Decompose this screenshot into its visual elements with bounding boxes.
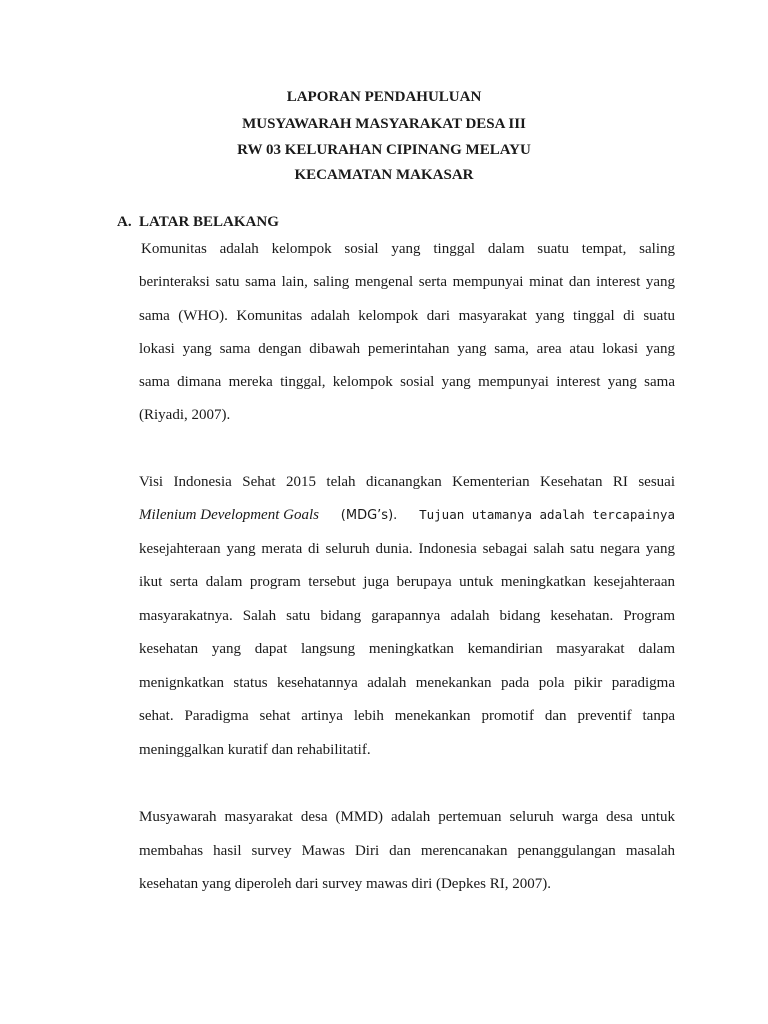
paragraph-2-line-3: kesejahteraan yang merata di seluruh dunia. Indonesia sebagai salah satu negara yang (139, 541, 675, 557)
section-title: LATAR BELAKANG (139, 214, 279, 230)
paragraph-2-line-9: meninggalkan kuratif dan rehabilitatif. (139, 742, 371, 758)
paragraph-1-line-3: sama (WHO). Komunitas adalah kelompok dari masyarakat yang tinggal di suatu (139, 308, 675, 324)
paragraph-2-line-4: ikut serta dalam program tersebut juga berupaya untuk meningkatkan kesejahteraan (139, 574, 675, 590)
section-heading (117, 212, 279, 232)
paragraph-2-line-5: masyarakatnya. Salah satu bidang garapannya adalah bidang kesehatan. Program (139, 608, 675, 624)
paragraph-1-line-4: lokasi yang sama dengan dibawah pemerintahan yang sama, area atau lokasi yang (139, 341, 675, 357)
paragraph-3-line-1: Musyawarah masyarakat desa (MMD) adalah pertemuan seluruh warga desa untuk (139, 809, 675, 825)
paragraph-1-line-1: Komunitas adalah kelompok sosial yang tinggal dalam suatu tempat, saling (141, 241, 675, 257)
title-line-1: LAPORAN PENDAHULUAN (286, 89, 482, 105)
section-letter: A. (117, 214, 132, 230)
paragraph-2-line-8: sehat. Paradigma sehat artinya lebih menekankan promotif dan preventif tanpa (139, 708, 675, 724)
mdg-italic-phrase: Milenium Development Goals (139, 507, 319, 523)
mdg-line-rest: Tujuan utamanya adalah tercapainya (419, 507, 675, 522)
title-line-3: RW 03 KELURAHAN CIPINANG MELAYU (237, 142, 531, 158)
paragraph-3-line-3: kesehatan yang diperoleh dari survey mawas diri (Depkes RI, 2007). (139, 876, 551, 892)
paragraph-3-line-2: membahas hasil survey Mawas Diri dan merencanakan penanggulangan masalah (139, 843, 675, 859)
title-line-2: MUSYAWARAH MASYARAKAT DESA III (242, 116, 526, 132)
paragraph-2-line-6: kesehatan yang dapat langsung meningkatkan kemandirian masyarakat dalam (139, 641, 675, 657)
title-line-4: KECAMATAN MAKASAR (294, 167, 474, 183)
paragraph-2-line-2 (139, 505, 675, 526)
paragraph-1-line-2: berinteraksi satu sama lain, saling mengenal serta mempunyai minat dan interest yang (139, 274, 675, 290)
paragraph-2-line-7: menignkatkan status kesehatannya adalah menekankan pada pola pikir paradigma (139, 675, 675, 691)
paragraph-1-line-6: (Riyadi, 2007). (139, 407, 231, 423)
paragraph-2-line-1: Visi Indonesia Sehat 2015 telah dicanangkan Kementerian Kesehatan RI sesuai (139, 474, 675, 490)
mdg-abbreviation: (MDG’s). (340, 508, 398, 523)
paragraph-1-line-5: sama dimana mereka tinggal, kelompok sosial yang mempunyai interest yang sama (139, 374, 675, 390)
